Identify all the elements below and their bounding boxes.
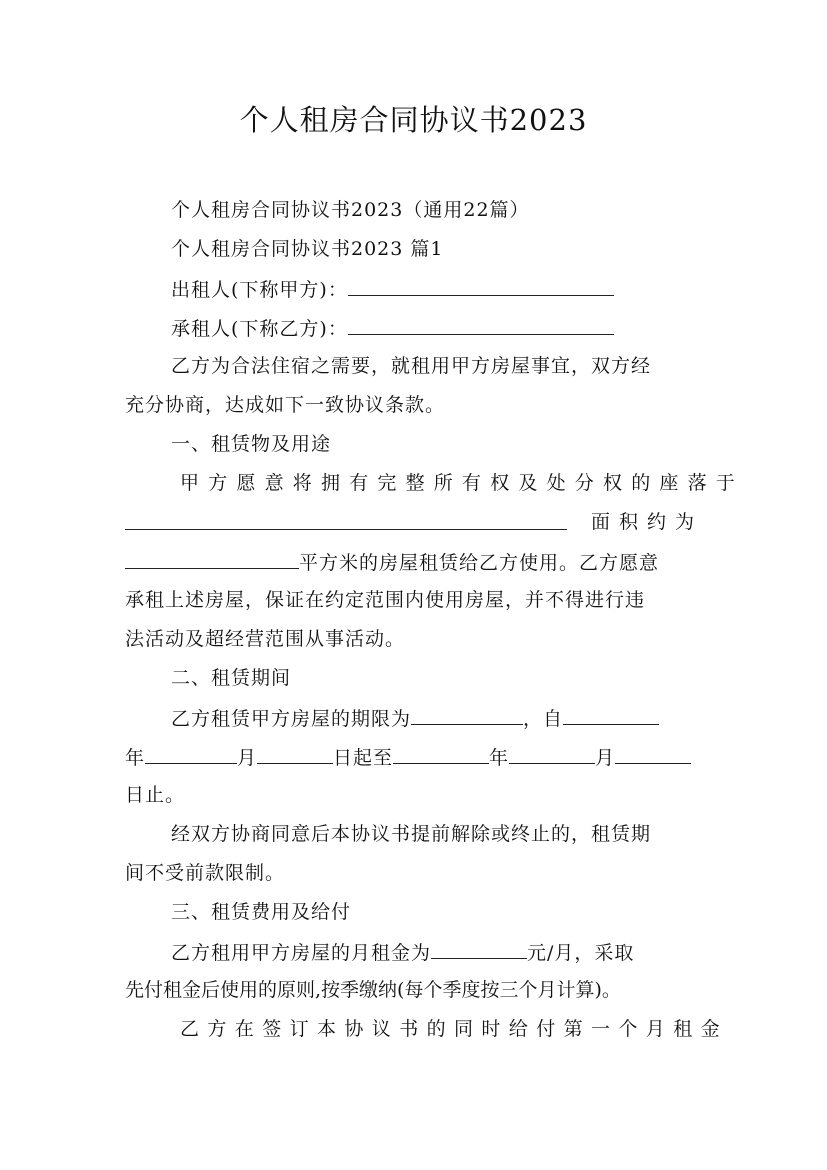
area-blank (125, 548, 299, 569)
paragraph-line: 经双方协商同意后本协议书提前解除或终止的，租赁期 (171, 823, 652, 845)
month-label: 月 (237, 747, 258, 769)
clause-heading-3: 三、租赁费用及给付 (171, 901, 352, 923)
month-label-2: 月 (595, 747, 616, 769)
paragraph-line: 法活动及超经营范围从事活动。 (125, 628, 406, 650)
period-text: 乙方租赁甲方房屋的期限为 (171, 708, 412, 730)
lessor-line (171, 275, 614, 303)
end-day-blank (615, 743, 691, 764)
day-to-label: 日起至 (333, 747, 394, 769)
end-year-blank (393, 743, 489, 764)
paragraph-line: 甲方愿意将拥有完整所有权及处分权的座落于 (180, 472, 745, 494)
area-line (125, 509, 703, 535)
paragraph-line: 乙方在签订本协议书的同时给付第一个月租金 (180, 1018, 729, 1040)
lessee-label: 承租人(下称乙方)： (171, 318, 348, 340)
clause-heading-2: 二、租赁期间 (171, 667, 292, 689)
section-heading-1: 个人租房合同协议书2023 篇1 (171, 238, 444, 260)
area-label: 面积约为 (590, 511, 703, 533)
period-blank (411, 704, 523, 725)
lessor-blank (348, 275, 614, 296)
paragraph-line: 承租上述房屋，保证在约定范围内使用房屋，并不得进行违 (125, 589, 646, 611)
start-year-blank (563, 704, 659, 725)
area-line-2 (125, 548, 659, 576)
paragraph-line: 日止。 (125, 784, 186, 806)
clause-heading-1: 一、租赁物及用途 (171, 433, 332, 455)
lessee-line (171, 314, 614, 342)
paragraph-line: 充分协商，达成如下一致协议条款。 (125, 394, 446, 416)
period-line (171, 704, 659, 732)
start-month-blank (145, 743, 237, 764)
year-label-2: 年 (489, 747, 510, 769)
paragraph-line: 间不受前款限制。 (125, 862, 286, 884)
lessor-label: 出租人(下称甲方)： (171, 279, 348, 301)
document-title: 个人租房合同协议书2023 (239, 103, 588, 137)
rent-unit-text: 元/月，采取 (527, 942, 635, 964)
rent-blank (431, 938, 527, 959)
date-line (125, 743, 691, 771)
start-day-blank (257, 743, 333, 764)
year-label: 年 (125, 747, 146, 769)
subtitle-line: 个人租房合同协议书2023（通用22篇） (171, 199, 530, 221)
paragraph-line: 乙方为合法住宿之需要，就租用甲方房屋事宜，双方经 (171, 355, 652, 377)
lessee-blank (348, 314, 614, 335)
period-from-text: ，自 (523, 708, 564, 730)
rent-line (171, 938, 634, 966)
end-month-blank (509, 743, 595, 764)
rent-text: 乙方租用甲方房屋的月租金为 (171, 942, 432, 964)
area-text: 平方米的房屋租赁给乙方使用。乙方愿意 (299, 552, 660, 574)
location-blank (125, 509, 567, 530)
paragraph-line: 先付租金后使用的原则,按季缴纳(每个季度按三个月计算)。 (125, 979, 621, 1001)
